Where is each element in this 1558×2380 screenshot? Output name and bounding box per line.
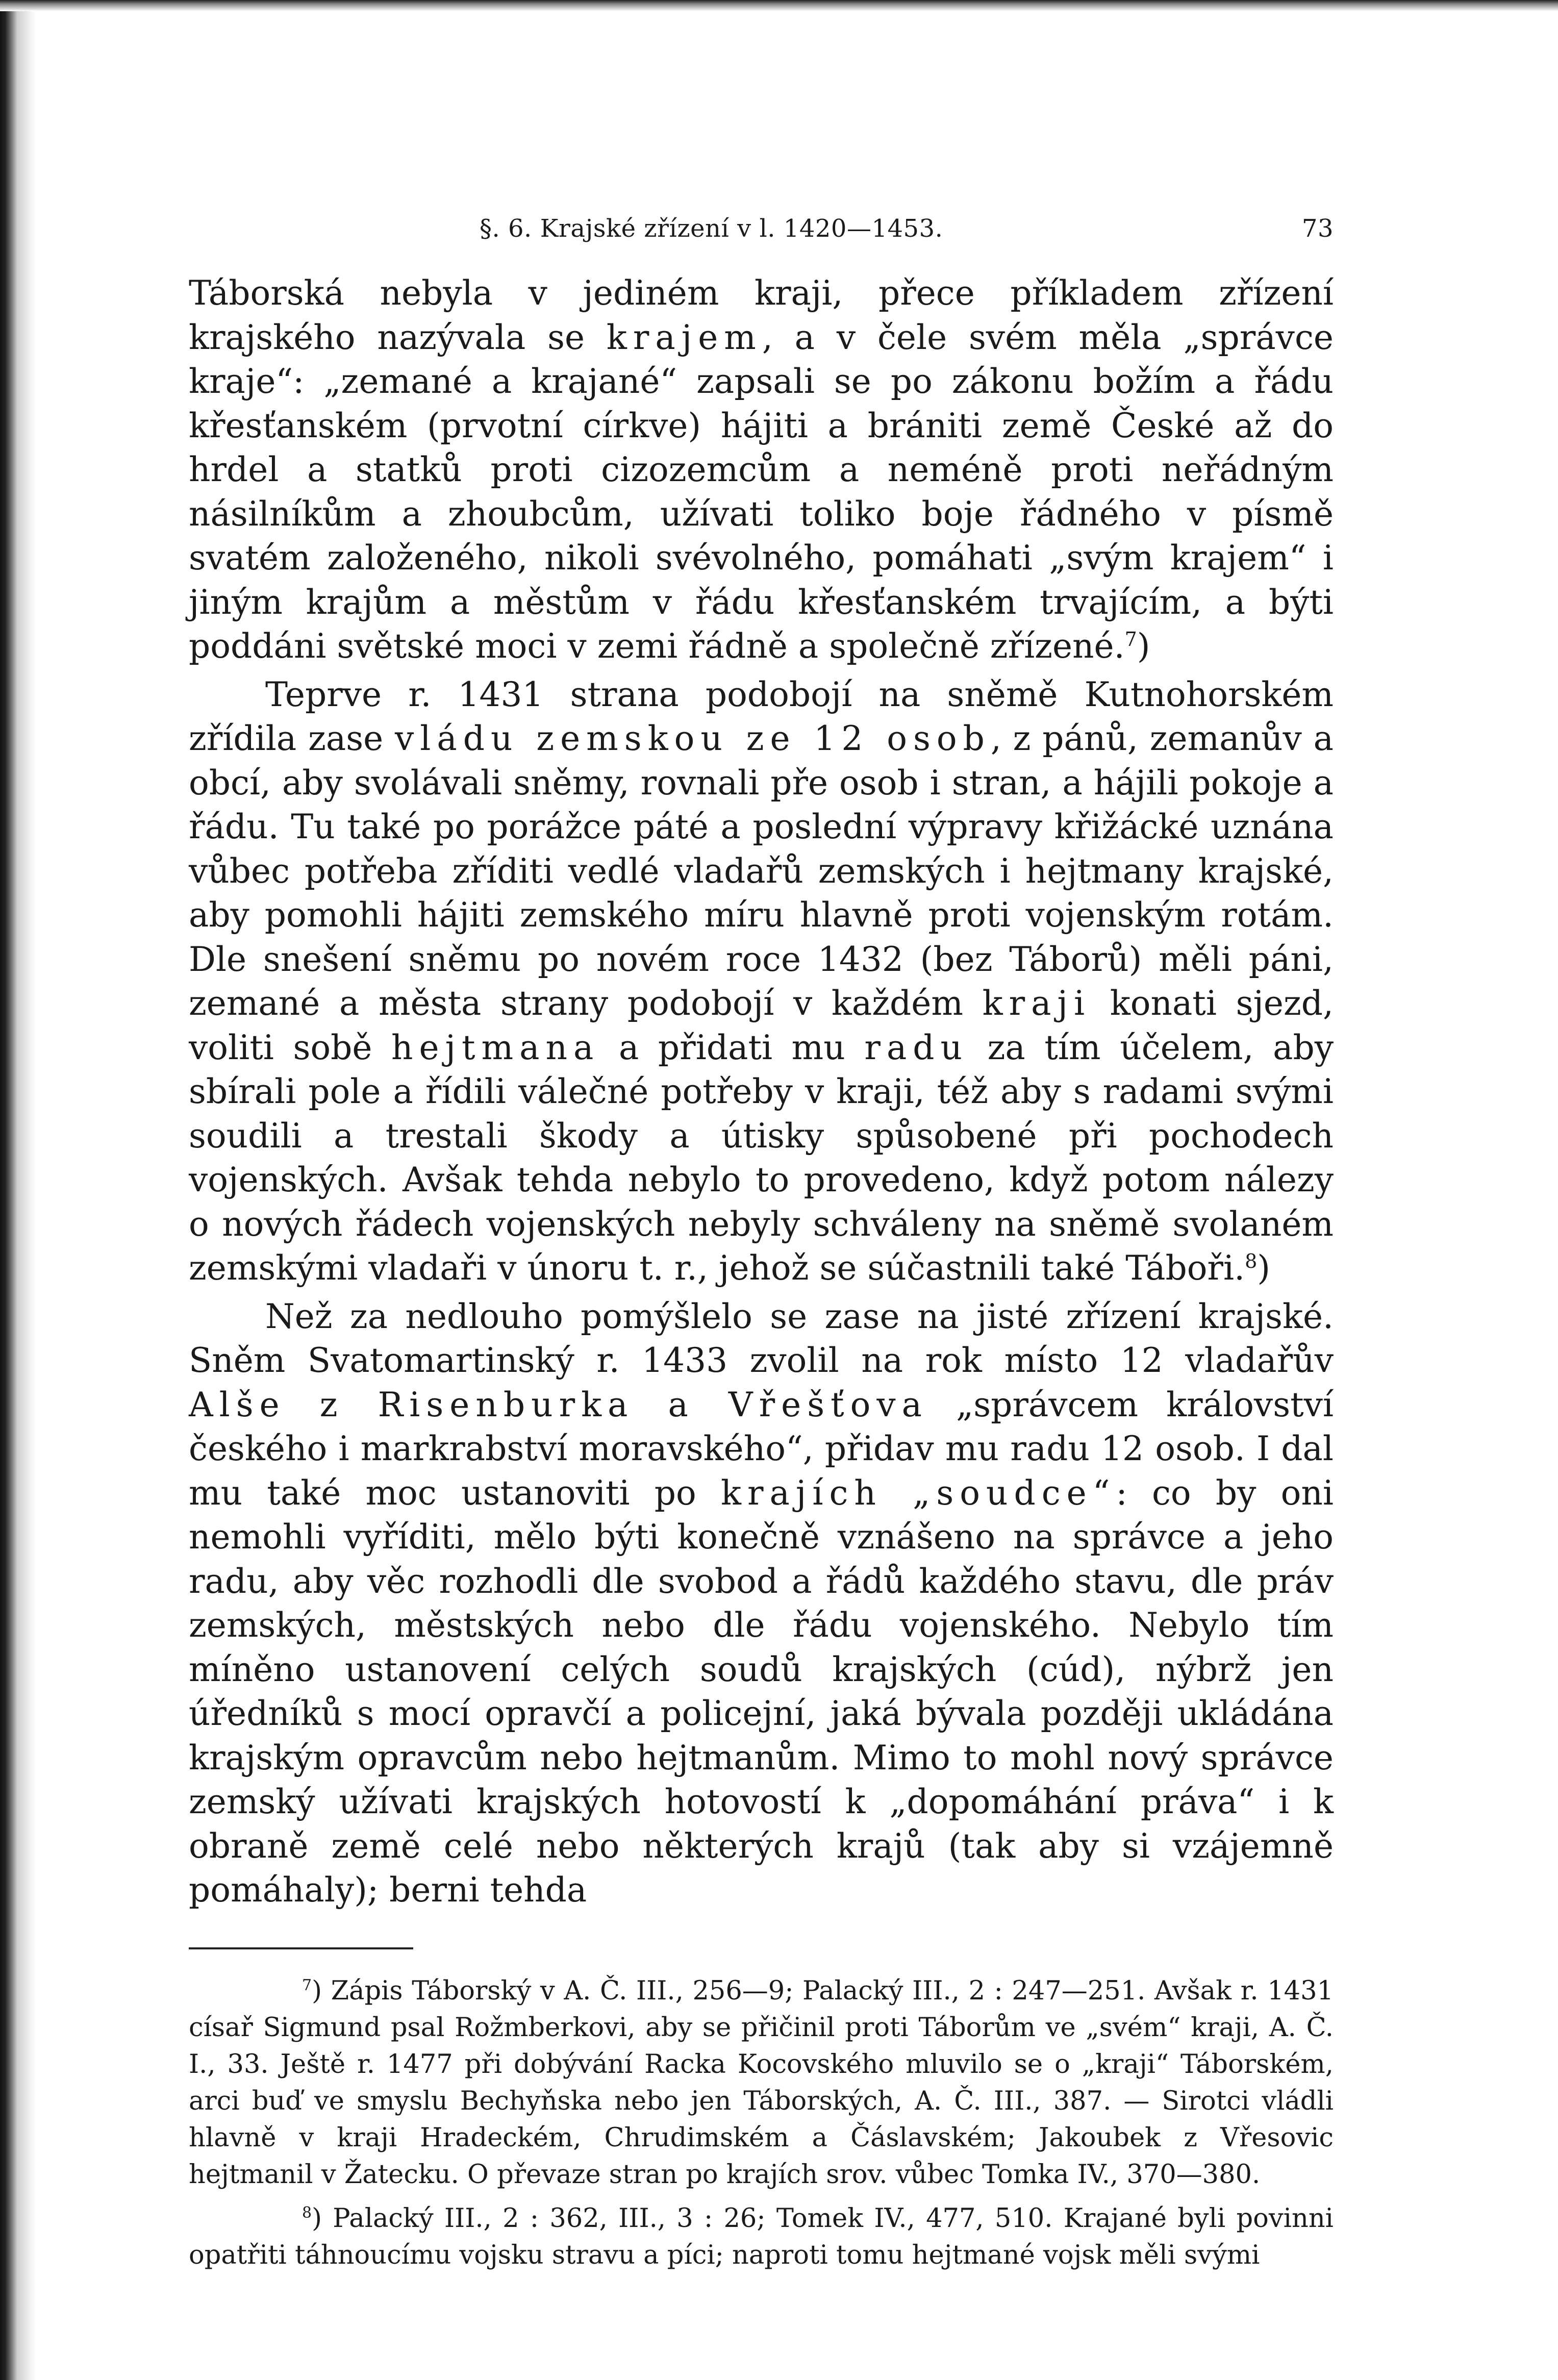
text-segment: Táborská nebyla v jediném kraji, přece příkladem zřízení krajského nazývala se — [189, 273, 1334, 357]
text-segment: , a v čele svém měla „správce kraje“: „zemané a krajané“ zapsali se po zákonu božím a řádu křesťanském (prvotní církve) hájiti a brániti země České až do hrdel a statků proti cizozemcům a neméně proti neřádným násilníkům a zhoubcům, užívati toliko boje řádného v písmě svatém založeného, nikoli svévolného, pomáhati „svým krajem“ i jiným krajům a městům v řádu křesťanském trvajícím, a býti poddáni světské moci v zemi řádně a společně zřízené. — [189, 317, 1334, 666]
body-text — [189, 271, 1334, 1913]
paragraph — [189, 1295, 1334, 1913]
footnotes — [189, 1973, 1334, 2274]
footnote-separator — [189, 1947, 413, 1949]
page-number: 73 — [1301, 214, 1334, 243]
spaced-term: krajích „soudce“ — [720, 1473, 1116, 1513]
chapter-title: §. 6. Krajské zřízení v l. 1420—1453. — [480, 214, 943, 243]
book-page — [189, 214, 1334, 2281]
paragraph — [189, 673, 1334, 1291]
text-segment: ) — [1257, 1248, 1271, 1288]
text-segment: Než za nedlouho pomýšlelo se zase na jisté zřízení krajské. Sněm Svatomartinský r. 1433 zvolil na rok místo 12 vladařův — [189, 1296, 1334, 1380]
spaced-term: kraji — [982, 984, 1091, 1023]
running-head — [189, 214, 1334, 243]
spaced-term: krajem — [606, 317, 762, 357]
footnote-number: 8 — [302, 2203, 312, 2222]
footnote — [189, 2200, 1334, 2274]
spaced-term: Alše z Risenburka a Vřešťova — [189, 1385, 928, 1424]
footnote-paren: ) — [312, 1975, 331, 2006]
footnote-marker: 7 — [1124, 628, 1137, 650]
footnote — [189, 1973, 1334, 2193]
text-segment: a přidati mu — [599, 1028, 865, 1067]
text-segment: ) — [1137, 627, 1150, 666]
spaced-term: vládu zemskou ze 12 osob — [395, 719, 991, 758]
text-segment: konati sjezd, voliti sobě — [189, 984, 1334, 1067]
text-segment: „správcem království českého i markrabství moravského“, přidav mu radu 12 osob. I dal mu také moc ustanoviti po — [189, 1385, 1334, 1513]
footnote-number: 7 — [302, 1976, 312, 1994]
scan-top-edge — [0, 0, 1558, 11]
text-segment: : co by oni nemohli vyříditi, mělo býti konečně vznášeno na správce a jeho radu, aby věc rozhodli dle svobod a řádů každého stavu, dle práv zemských, městských nebo dle řádu vojenského. Nebylo tím míněno ustanovení celých soudů krajských (cúd), nýbrž jen úředníků s mocí opravčí a policejní, jaká bývala později ukládána krajským opravcům nebo hejtmanům. Mimo to mohl nový správce zemský užívati krajských hotovostí k „dopomáhání práva“ i k obraně země celé nebo některých krajů (tak aby si vzájemně pomáhaly); berni tehda — [189, 1473, 1334, 1910]
spaced-term: radu — [864, 1028, 969, 1067]
footnote-text: Palacký III., 2 : 362, III., 3 : 26; Tomek IV., 477, 510. Krajané byli povinni opatřiti táhnoucímu vojsku stravu a píci; naproti tomu hejtmané vojsk měli svými — [189, 2203, 1334, 2270]
footnote-text: Zápis Táborský v A. Č. III., 256—9; Palacký III., 2 : 247—251. Avšak r. 1431 císař Sigmund psal Rožmberkovi, aby se přičinil proti Táborům ve „svém“ kraji, A. Č. I., 33. Ještě r. 1477 při dobývání Racka Kocovského mluvilo se o „kraji“ Táborském, arci buď ve smyslu Bechyňska nebo jen Táborských, A. Č. III., 387. — Sirotci vládli hlavně v kraji Hradeckém, Chrudimském a Čáslavském; Jakoubek z Vřesovic hejtmanil v Žatecku. O převaze stran po krajích srov. vůbec Tomka IV., 370—380. — [189, 1975, 1334, 2190]
scan-binding-edge — [0, 0, 36, 2380]
paragraph — [189, 271, 1334, 669]
text-segment: , z pánů, zemanův a obcí, aby svolávali sněmy, rovnali pře osob i stran, a hájili pokoje a řádu. Tu také po porážce páté a poslední výpravy křižácké uznána vůbec potřeba zříditi vedlé vladařů zemských i hejtmany krajské, aby pomohli hájiti zemského míru hlavně proti vojenským rotám. Dle snešení sněmu po novém roce 1432 (bez Táborů) měli páni, zemané a města strany podobojí v každém — [189, 719, 1334, 1023]
footnote-paren: ) — [312, 2203, 333, 2234]
footnote-marker: 8 — [1245, 1250, 1258, 1272]
text-segment: za tím účelem, aby sbírali pole a řídili válečné potřeby v kraji, též aby s radami svými soudili a trestali škody a útisky spůsobené při pochodech vojenských. Avšak tehda nebylo to provedeno, když potom nálezy o nových řádech vojenských nebyly schváleny na sněmě svolaném zemskými vladaři v únoru t. r., jehož se súčastnili také Táboři. — [189, 1028, 1334, 1288]
spaced-term: hejtmana — [391, 1028, 600, 1067]
text-segment: Teprve r. 1431 strana podobojí na sněmě Kutnohorském zřídila zase — [189, 674, 1334, 758]
